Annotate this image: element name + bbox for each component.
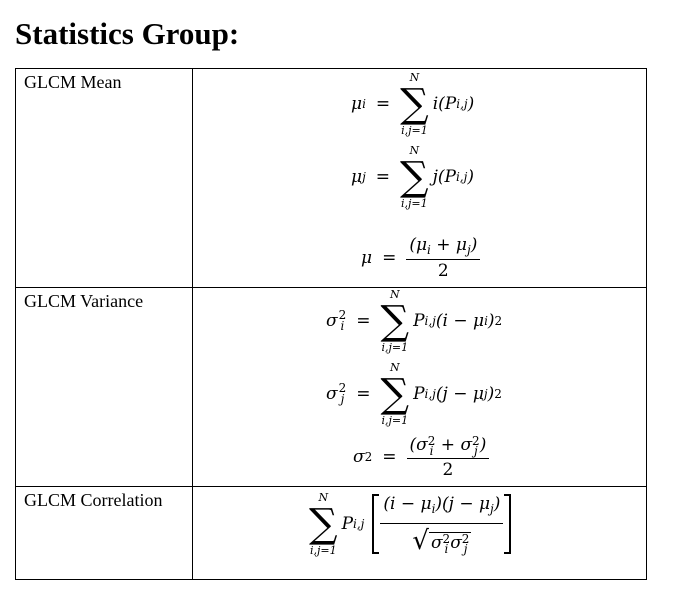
formula-cell-mean [193,69,647,288]
bracket-group [372,494,511,556]
fraction: $\frac{(\mu_i + \mu_j)}{2}$ [406,235,480,281]
section-title: Statistics Group: [15,16,240,51]
table-row [16,288,647,487]
equation-mu-j: μ j = N ∑ i,j=1 j(P i,j ) [351,144,474,210]
summation-symbol: N ∑ i,j=1 [380,288,410,354]
equation-variance-j: σ 2 j = N ∑ i,j=1 P i,j (j − μ j ) 2 [326,361,502,427]
equation-mu: μ = $\frac{(\mu_i + \mu_j)}{2}$ [361,235,480,281]
square-root-icon: √ [412,525,429,556]
feature-name-glcm-mean: GLCM Mean [16,69,193,288]
fraction: $(i - \mu_i)(j - \mu_j)$ √ σ 2 i σ 2 j [380,494,503,553]
feature-name-glcm-variance: GLCM Variance [16,288,193,487]
summation-symbol: N ∑ i,j=1 [400,144,429,210]
equation-mu-i: μ i = N ∑ i,j=1 i(P i,j ) [351,71,475,137]
formula-cell-correlation [193,487,647,580]
summation-symbol: N ∑ i,j=1 [380,361,410,427]
formula-cell-variance [193,288,647,487]
statistics-table [15,68,647,580]
equation-variance: σ 2 = (σ 2 i + σ 2 j ) 2 [353,435,489,480]
fraction: (σ 2 i + σ 2 j ) 2 [407,435,490,480]
table-row [16,487,647,580]
feature-name-glcm-correlation: GLCM Correlation [16,487,193,580]
equation-variance-i: σ 2 i = N ∑ i,j=1 P i,j (i − μ i ) 2 [326,288,503,354]
equation-correlation: N ∑ i,j=1 P i,j $(i - \mu_i)(j - \mu_j)$ √ σ 2 i σ 2 j [309,491,511,557]
summation-symbol: N ∑ i,j=1 [309,491,338,557]
table-row [16,69,647,288]
summation-symbol: N ∑ i,j=1 [400,71,429,137]
